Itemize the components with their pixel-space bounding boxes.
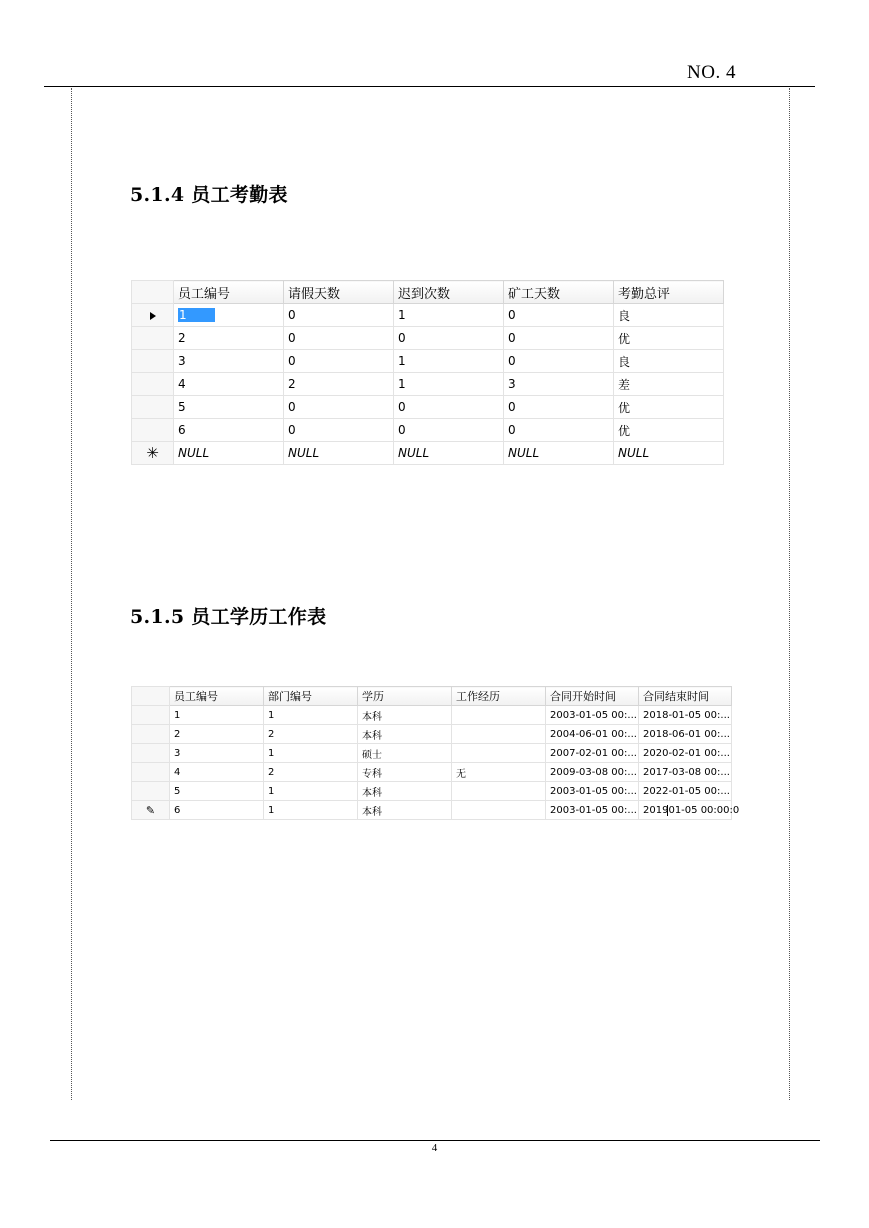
table-cell[interactable]: 1 [394, 304, 504, 327]
table-cell[interactable]: 良 [614, 304, 724, 327]
row-selector[interactable] [132, 744, 170, 763]
column-header[interactable]: 学历 [358, 687, 452, 706]
row-header-corner [132, 281, 174, 304]
column-header[interactable]: 合同开始时间 [546, 687, 639, 706]
right-margin-line [789, 88, 790, 1100]
education-work-grid [131, 686, 740, 820]
row-selector[interactable] [132, 304, 174, 327]
table-cell[interactable]: 3 [174, 350, 284, 373]
table-row[interactable] [132, 706, 732, 725]
table-cell[interactable]: 0 [394, 419, 504, 442]
table-cell[interactable]: 0 [284, 327, 394, 350]
row-selector[interactable] [132, 782, 170, 801]
table-cell[interactable]: 2 [284, 373, 394, 396]
table-cell[interactable]: 1 [264, 706, 358, 725]
column-header[interactable]: 部门编号 [264, 687, 358, 706]
table-cell[interactable] [452, 782, 546, 801]
table-cell[interactable]: 0 [394, 327, 504, 350]
column-header[interactable]: 员工编号 [174, 281, 284, 304]
left-margin-line [71, 88, 72, 1100]
table-cell[interactable] [452, 706, 546, 725]
null-cell[interactable]: NULL [174, 442, 284, 465]
column-header[interactable]: 矿工天数 [504, 281, 614, 304]
column-header[interactable]: 迟到次数 [394, 281, 504, 304]
table-cell[interactable]: 专科 [358, 763, 452, 782]
grid-header-row [132, 687, 732, 706]
table-cell[interactable]: 3 [170, 744, 264, 763]
table-row[interactable] [132, 782, 732, 801]
new-row[interactable] [132, 442, 724, 465]
row-selector[interactable] [132, 419, 174, 442]
table-cell[interactable]: 优 [614, 327, 724, 350]
row-header-corner [132, 687, 170, 706]
table-cell[interactable]: 0 [284, 419, 394, 442]
table-cell[interactable]: 良 [614, 350, 724, 373]
table-cell[interactable]: 1 [264, 801, 358, 820]
table-row[interactable] [132, 304, 724, 327]
table-cell[interactable]: 1 [170, 706, 264, 725]
selected-cell-value[interactable]: 1 [178, 308, 215, 322]
table-cell[interactable]: 1 [264, 782, 358, 801]
table-cell[interactable]: 优 [614, 419, 724, 442]
table-cell[interactable]: 2018-01-05 00:... [639, 706, 732, 725]
table-cell[interactable]: 本科 [358, 725, 452, 744]
row-selector[interactable] [132, 373, 174, 396]
edit-text-before-caret: 2019 [643, 804, 669, 816]
table-cell[interactable]: 1 [394, 373, 504, 396]
column-header[interactable]: 员工编号 [170, 687, 264, 706]
table-cell[interactable]: 2020-02-01 00:... [639, 744, 732, 763]
row-selector[interactable] [132, 725, 170, 744]
table-cell[interactable] [452, 725, 546, 744]
grid-header-row [132, 281, 724, 304]
table-cell[interactable]: 0 [284, 350, 394, 373]
table-row[interactable] [132, 373, 724, 396]
column-header[interactable]: 工作经历 [452, 687, 546, 706]
section-heading-attendance: 5.1.4 员工考勤表 [130, 184, 288, 206]
edit-text-after-caret: 01-05 00:00:0 [668, 804, 740, 816]
table-row[interactable] [132, 327, 724, 350]
pencil-icon: ✎ [145, 803, 156, 817]
header-rule [44, 86, 815, 87]
table-cell[interactable]: 6 [174, 419, 284, 442]
table-cell[interactable]: 3 [504, 373, 614, 396]
table-cell[interactable]: 2004-06-01 00:... [546, 725, 639, 744]
table-cell[interactable]: 0 [504, 327, 614, 350]
table-cell[interactable]: 1 [394, 350, 504, 373]
null-cell[interactable]: NULL [394, 442, 504, 465]
table-cell[interactable]: 2 [174, 327, 284, 350]
table-cell[interactable]: 差 [614, 373, 724, 396]
row-selector[interactable] [132, 350, 174, 373]
table-cell[interactable]: 5 [174, 396, 284, 419]
table-cell[interactable]: 硕士 [358, 744, 452, 763]
table-cell[interactable]: 优 [614, 396, 724, 419]
row-selector[interactable] [132, 801, 170, 820]
table-cell[interactable]: 2 [264, 763, 358, 782]
table-cell[interactable]: 4 [170, 763, 264, 782]
attendance-grid [131, 280, 724, 465]
table-row[interactable] [132, 350, 724, 373]
table-cell[interactable]: 5 [170, 782, 264, 801]
table-cell[interactable]: 0 [504, 419, 614, 442]
table-cell[interactable] [452, 801, 546, 820]
column-header[interactable]: 请假天数 [284, 281, 394, 304]
table-cell[interactable] [174, 304, 284, 327]
row-selector[interactable] [132, 706, 170, 725]
table-cell[interactable]: 0 [284, 304, 394, 327]
header-doc-number: NO. 4 [687, 62, 736, 83]
table-cell[interactable] [452, 744, 546, 763]
table-row[interactable] [132, 419, 724, 442]
table-cell[interactable]: 本科 [358, 706, 452, 725]
table-cell[interactable]: 4 [174, 373, 284, 396]
table-cell[interactable]: 2003-01-05 00:... [546, 782, 639, 801]
table-row[interactable] [132, 744, 732, 763]
table-cell[interactable]: 无 [452, 763, 546, 782]
table-cell[interactable]: 6 [170, 801, 264, 820]
editing-cell[interactable] [639, 801, 740, 820]
table-cell[interactable]: 0 [284, 396, 394, 419]
table-cell[interactable]: 2018-06-01 00:... [639, 725, 732, 744]
table-cell[interactable]: 2 [170, 725, 264, 744]
table-cell[interactable]: 2017-03-08 00:... [639, 763, 732, 782]
asterisk-icon: ✳ [146, 443, 159, 462]
null-cell[interactable]: NULL [504, 442, 614, 465]
arrow-right-icon [150, 312, 156, 320]
table-row[interactable] [132, 763, 732, 782]
row-selector[interactable] [132, 442, 174, 465]
table-cell[interactable]: 本科 [358, 801, 452, 820]
section-heading-education-work: 5.1.5 员工学历工作表 [130, 606, 327, 628]
null-cell[interactable]: NULL [284, 442, 394, 465]
table-cell[interactable]: 0 [504, 304, 614, 327]
table-cell[interactable]: 2009-03-08 00:... [546, 763, 639, 782]
table-cell[interactable]: 2 [264, 725, 358, 744]
table-cell[interactable]: 2022-01-05 00:... [639, 782, 732, 801]
table-cell[interactable]: 0 [394, 396, 504, 419]
row-selector[interactable] [132, 763, 170, 782]
table-cell[interactable]: 2007-02-01 00:... [546, 744, 639, 763]
column-header[interactable]: 合同结束时间 [639, 687, 732, 706]
footer-rule [50, 1140, 820, 1141]
table-row[interactable] [132, 725, 732, 744]
row-selector[interactable] [132, 396, 174, 419]
editing-row[interactable] [132, 801, 732, 820]
column-header[interactable]: 考勤总评 [614, 281, 724, 304]
table-cell[interactable]: 本科 [358, 782, 452, 801]
row-selector[interactable] [132, 327, 174, 350]
table-cell[interactable]: 1 [264, 744, 358, 763]
footer-page-number: 4 [431, 1142, 438, 1154]
table-row[interactable] [132, 396, 724, 419]
table-cell[interactable]: 0 [504, 396, 614, 419]
null-cell[interactable]: NULL [614, 442, 724, 465]
table-cell[interactable]: 2003-01-05 00:... [546, 706, 639, 725]
table-cell[interactable]: 0 [504, 350, 614, 373]
table-cell[interactable]: 2003-01-05 00:... [546, 801, 639, 820]
